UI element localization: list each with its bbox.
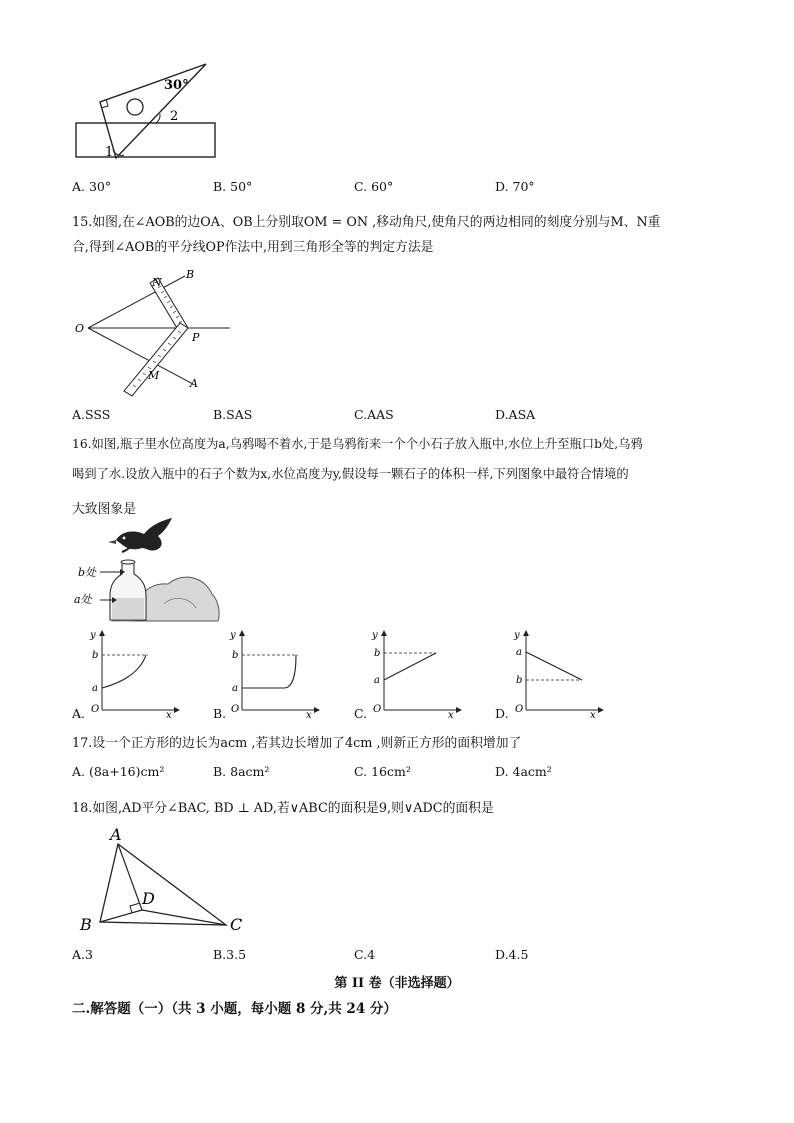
q15-option-a[interactable]: A.SSS [72,407,111,422]
q14-figure [70,60,220,162]
q16-a-a: a [92,683,98,694]
q16-option-b[interactable]: B. [213,706,227,721]
q16-c-x: x [448,710,454,718]
q16-b-x: x [306,710,312,718]
q16-a-o: O [91,704,100,715]
q14-angle-label: 30° [164,78,189,93]
q15-option-c[interactable]: C.AAS [354,407,394,422]
q16-question-line2: 喝到了水.设放入瓶中的石子个数为x,水位高度为y,假设每一颗石子的体积一样,下列图象中最符合情境的 [72,467,629,481]
q17-option-d[interactable]: D. 4acm² [495,764,552,779]
q16-c-o: O [373,704,382,715]
q15-label-o: O [75,322,85,335]
q15-label-p: P [192,331,200,344]
q15-question-line1: 15.如图,在∠AOB的边OA、OB上分别取OM = ON ,移动角尺,使角尺的两边相同的刻度分别与M、N重 [72,215,661,230]
q18-triangle-figure [76,822,252,936]
q16-question-line3: 大致图象是 [72,502,136,517]
q15-option-d[interactable]: D.ASA [495,407,536,422]
q18-option-c[interactable]: C.4 [354,947,376,962]
q15-label-m: M [148,369,160,382]
q18-label-a: A [110,825,122,844]
q16-c-a: a [374,675,380,686]
q16-option-d[interactable]: D. [495,706,509,721]
q18-option-b[interactable]: B.3.5 [213,947,247,962]
q16-b-b: b [232,650,239,661]
q15-option-b[interactable]: B.SAS [213,407,253,422]
q18-option-a[interactable]: A.3 [72,947,93,962]
q16-a-b: b [92,650,99,661]
section-heading: 二.解答题（一）（共 3 小题，每小题 8 分,共 24 分） [72,1001,397,1017]
q16-b-a: a [232,683,238,694]
q15-label-n: N [152,276,162,289]
q17-option-a[interactable]: A. (8a+16)cm² [72,764,165,779]
q17-option-c[interactable]: C. 16cm² [354,764,411,779]
q16-a-y: y [90,630,96,641]
q16-question-line1: 16.如图,瓶子里水位高度为a,乌鸦喝不着水,于是乌鸦衔来一个个小石子放入瓶中,水位上升至瓶口b处,乌鸦 [72,437,643,451]
q15-question-line2: 合,得到∠AOB的平分线OP作法中,用到三角形全等的判定方法是 [72,240,434,255]
q18-label-d: D [142,889,155,908]
q14-option-d[interactable]: D. 70° [495,179,535,194]
q16-d-b: b [516,675,523,686]
q16-d-o: O [515,704,524,715]
q15-label-b: B [186,268,195,281]
q16-b-y: y [230,630,236,641]
q14-option-b[interactable]: B. 50° [213,179,253,194]
q15-label-a: A [190,377,198,390]
q16-c-b: b [374,648,381,659]
q16-d-a: a [516,647,522,658]
q16-option-c[interactable]: C. [354,706,368,721]
q14-option-a[interactable]: A. 30° [72,179,112,194]
q16-crow-bottle-figure [72,516,222,624]
q16-option-a[interactable]: A. [72,706,86,721]
q17-option-b[interactable]: B. 8acm² [213,764,270,779]
q16-d-x: x [590,710,596,718]
q18-option-d[interactable]: D.4.5 [495,947,529,962]
q16-d-y: y [514,630,520,641]
q14-option-c[interactable]: C. 60° [354,179,394,194]
q18-question: 18.如图,AD平分∠BAC, BD ⊥ AD,若∨ABC的面积是9,则∨ADC的面积是 [72,801,494,816]
q18-label-c: C [230,915,243,934]
q16-a-label: a处 [74,593,92,606]
q16-b-o: O [231,704,240,715]
q14-label-1: 1 [105,145,114,160]
q16-graph-b [228,628,320,718]
q16-c-y: y [372,630,378,641]
q16-graph-d [512,628,604,718]
q15-figure [70,266,240,398]
q17-question: 17.设一个正方形的边长为acm ,若其边长增加了4cm ,则新正方形的面积增加了 [72,736,522,751]
q16-b-label: b处 [78,566,97,579]
q14-label-2: 2 [170,109,179,124]
q16-graph-c [370,628,462,718]
q16-a-x: x [166,710,172,718]
q18-label-b: B [80,915,92,934]
section-title: 第 II 卷（非选择题） [334,976,460,991]
q16-graph-a [88,628,180,718]
